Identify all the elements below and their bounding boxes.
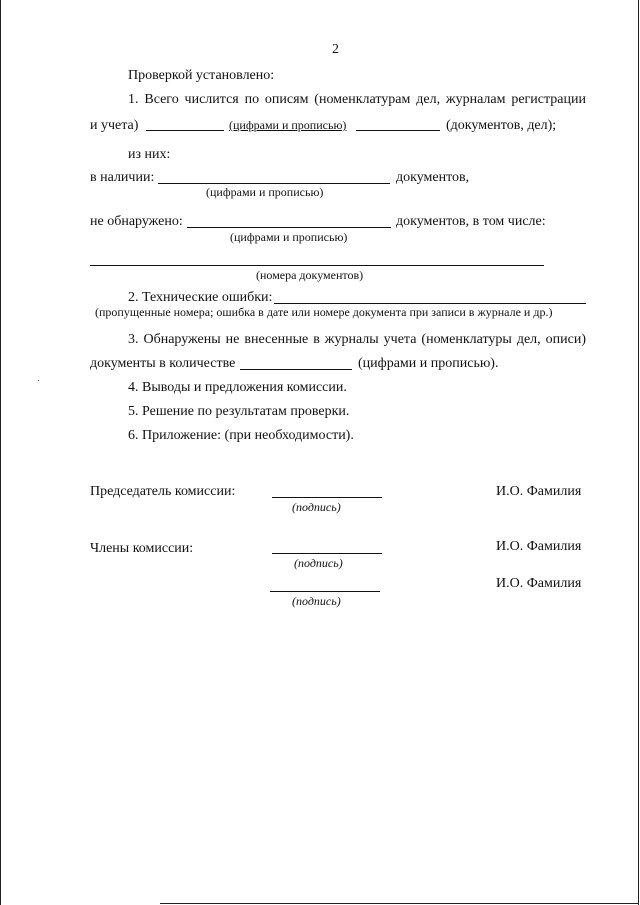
member2-signature-hint: (подпись) <box>292 594 341 608</box>
item1-line2-end: (документов, дел); <box>446 118 557 133</box>
scan-edge-left <box>0 0 1 905</box>
page-number: 2 <box>332 42 339 57</box>
item3-line2-end: (цифрами и прописью). <box>358 356 499 371</box>
intro-text: Проверкой установлено: <box>128 68 275 83</box>
member1-name: И.О. Фамилия <box>496 539 582 554</box>
scan-edge-right <box>638 0 639 905</box>
chairman-name: И.О. Фамилия <box>496 484 582 499</box>
item2-blank[interactable] <box>274 303 586 304</box>
item2-label: 2. Технические ошибки: <box>128 290 273 305</box>
item1-line1: 1. Всего числится по описям (номенклатурам дел, журналам регистрации <box>128 92 586 107</box>
scan-edge-bottom <box>160 903 638 904</box>
missing-label: не обнаружено: <box>90 214 183 229</box>
member2-signature-line[interactable] <box>270 591 380 592</box>
item1-line2-start: и учета) <box>90 118 139 133</box>
chairman-signature-hint: (подпись) <box>292 500 341 514</box>
missing-suffix: документов, в том числе: <box>396 214 546 229</box>
item1-blank-1[interactable] <box>146 130 224 131</box>
scan-speck <box>38 380 39 381</box>
doc-numbers-blank[interactable] <box>90 265 544 266</box>
item4-text: 4. Выводы и предложения комиссии. <box>128 380 347 395</box>
present-label: в наличии: <box>90 170 155 185</box>
present-hint: (цифрами и прописью) <box>206 185 324 199</box>
item2-hint: (пропущенные номера; ошибка в дате или номере документа при записи в журнале и др.) <box>95 305 553 319</box>
members-label: Члены комиссии: <box>90 541 194 556</box>
chairman-label: Председатель комиссии: <box>90 484 236 499</box>
item1-blank-2[interactable] <box>356 130 440 131</box>
present-blank[interactable] <box>158 183 390 184</box>
item1-inline-hint: (цифрами и прописью) <box>229 118 347 132</box>
item3-blank[interactable] <box>240 369 352 370</box>
doc-numbers-hint: (номера документов) <box>256 268 364 282</box>
item3-line2-start: документы в количестве <box>90 356 236 371</box>
member2-name: И.О. Фамилия <box>496 576 582 591</box>
item5-text: 5. Решение по результатам проверки. <box>128 404 350 419</box>
present-suffix: документов, <box>396 170 470 185</box>
of-them-text: из них: <box>128 147 171 162</box>
member1-signature-line[interactable] <box>272 553 382 554</box>
item3-line1: 3. Обнаружены не внесенные в журналы учета (номенклатуры дел, описи) <box>128 332 586 347</box>
item6-text: 6. Приложение: (при необходимости). <box>128 428 354 443</box>
missing-hint: (цифрами и прописью) <box>230 230 348 244</box>
missing-blank[interactable] <box>187 227 391 228</box>
chairman-signature-line[interactable] <box>272 497 382 498</box>
member1-signature-hint: (подпись) <box>294 556 343 570</box>
